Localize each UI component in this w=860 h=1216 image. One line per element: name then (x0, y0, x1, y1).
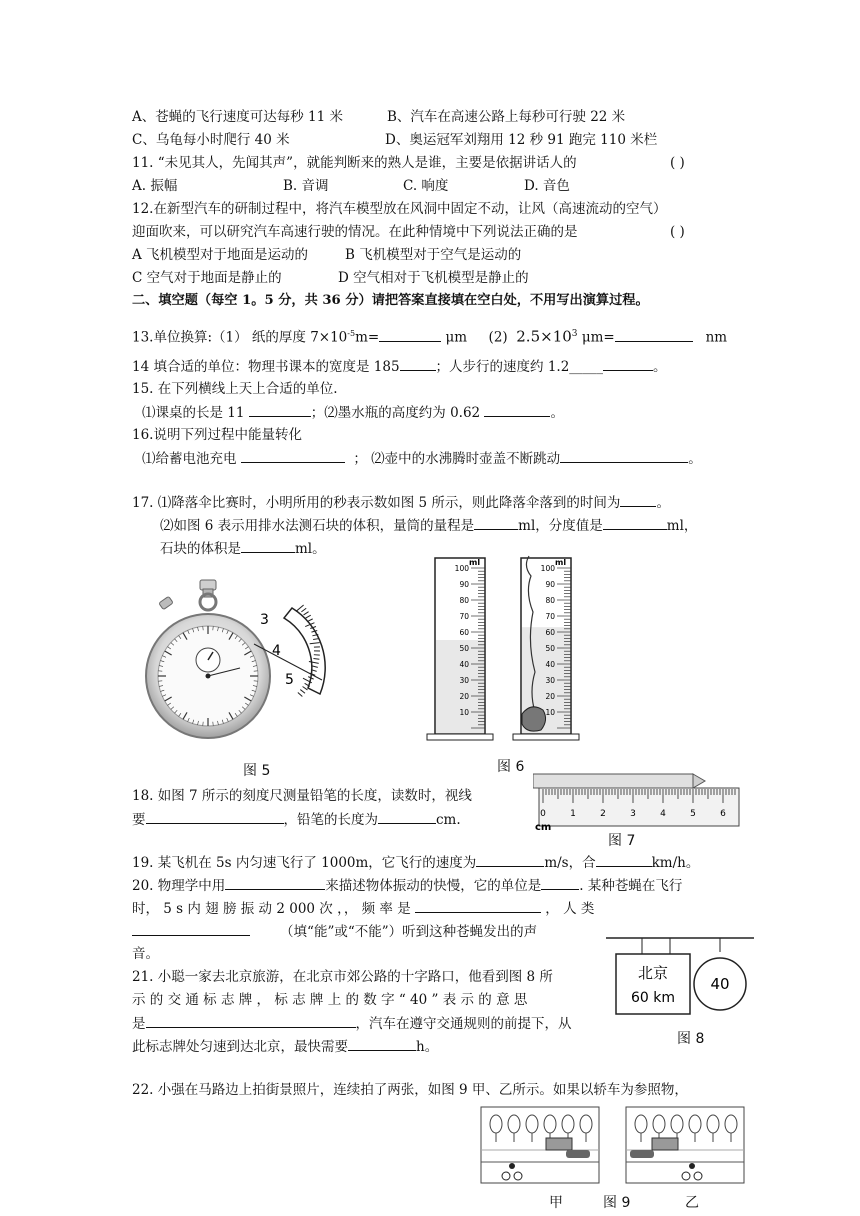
q15-part2: ；⑵墨水瓶的高度约为 0.62 (310, 405, 481, 421)
magnified-tick (306, 615, 311, 618)
q16-text: 16.说明下列过程中能量转化 (132, 427, 302, 443)
q13-line (132, 324, 727, 348)
cylinder-right (513, 556, 579, 740)
ruler-number: 6 (720, 809, 726, 819)
figure-9-jia-label: 甲 (549, 1195, 563, 1211)
q21-text-4: h。 (416, 1039, 439, 1055)
q19-text-2: m/s，合 (544, 855, 596, 871)
q16-end: 。 (688, 451, 702, 467)
q18-text-3: cm. (436, 812, 461, 828)
magnified-tick (303, 687, 308, 690)
tree (526, 1115, 538, 1133)
q15-blank-2[interactable] (484, 402, 550, 417)
cylinder-left (427, 558, 493, 740)
q21-blank-2[interactable] (348, 1036, 416, 1051)
ruler-number: 1 (570, 809, 576, 819)
q21-line3 (132, 1013, 572, 1034)
ruler-unit: cm (535, 822, 552, 830)
figure-6-caption: 图 6 (497, 759, 525, 775)
q11-answer-paren: ( ) (670, 155, 685, 171)
tree (490, 1115, 502, 1133)
q13-unit-2: nm (705, 329, 728, 346)
cylinder-tick-label: 60 (545, 628, 555, 637)
magnified-scale-4: 4 (272, 643, 281, 659)
q20-line2 (132, 898, 594, 919)
q17-text-6: ml。 (295, 541, 326, 557)
q14-blank-2[interactable] (603, 356, 653, 371)
magnified-tick (304, 612, 309, 615)
q17-blank-1[interactable] (620, 492, 656, 507)
truck (652, 1138, 678, 1150)
q21-text-3: 此标志牌处匀速到达北京，最快需要 (132, 1039, 348, 1055)
cylinder-tick-label: 50 (459, 644, 469, 653)
q19-line (132, 852, 699, 873)
q12-line2: 迎面吹来，可以研究汽车高速行驶的情况。在此种情境中下列说法正确的是 (132, 224, 578, 240)
q14-text: 14 填合适的单位：物理书课本的宽度是 185 (132, 359, 400, 375)
cylinder-tick-label: 40 (459, 660, 469, 669)
q12-option-a: A 飞机模型对于地面是运动的 (132, 247, 309, 263)
q19-text-1: 19. 某飞机在 5s 内匀速飞行了 1000m，它飞行的速度为 (132, 855, 477, 871)
truck (546, 1138, 572, 1150)
q13-blank-1[interactable] (379, 327, 441, 342)
cylinder-tick-label: 90 (459, 580, 469, 589)
road-sign-figure (606, 930, 756, 1020)
figure-8-caption: 图 8 (677, 1031, 705, 1047)
ruler-number: 4 (660, 809, 666, 819)
q13-blank-2[interactable] (615, 327, 693, 342)
car (630, 1150, 654, 1158)
pencil (533, 774, 705, 788)
car (566, 1150, 590, 1158)
q20-text-1: 20. 物理学中用 (132, 878, 226, 894)
q21-line4 (132, 1036, 438, 1057)
cylinder-tick-label: 80 (459, 596, 469, 605)
q15-end: 。 (550, 405, 564, 421)
q17-text-1: 17. ⑴降落伞比赛时，小明所用的秒表示数如图 5 所示，则此降落伞落到的时间为 (132, 495, 621, 511)
cylinder-tick-label: 60 (459, 628, 469, 637)
tree (671, 1115, 683, 1133)
cylinder-tick-label: 100 (454, 564, 469, 573)
q21-line1: 21. 小聪一家去北京旅游，在北京市郊公路的十字路口，他看到图 8 所 (132, 969, 553, 985)
q18-line1: 18. 如图 7 所示的刻度尺测量铅笔的长度，读数时，视线 (132, 788, 472, 804)
sign-distance: 60 km (630, 990, 676, 1006)
q17-text-3: ml，分度值是 (518, 518, 603, 534)
magnified-tick (301, 608, 306, 612)
q13-text: 13.单位换算:（1） 纸的厚度 7×10 (132, 329, 348, 346)
q11-option-b: B. 音调 (283, 178, 329, 194)
cylinder-right-unit: ml (555, 558, 567, 567)
magnified-scale-3: 3 (260, 612, 269, 628)
q14-line (132, 356, 667, 377)
q17-line2 (160, 515, 697, 536)
q12-option-b: B 飞机模型对于空气是运动的 (345, 247, 522, 263)
sign-speed-limit: 40 (710, 975, 730, 993)
magnified-tick (298, 692, 302, 696)
q14-text-2: ；人步行的速度约 1.2_____ (435, 359, 604, 375)
figure-7-caption: 图 7 (608, 833, 636, 849)
q17-text-5: 石块的体积是 (160, 541, 241, 557)
q17-end-1: 。 (656, 495, 670, 511)
q20-text-4: 时， 5 s 内 翅 膀 振 动 2 000 次 ，， 频 率 是 (132, 901, 411, 917)
q12-option-c: C 空气对于地面是静止的 (132, 270, 282, 286)
q19-text-3: km/h。 (651, 855, 700, 871)
magnified-scale-5: 5 (285, 672, 294, 688)
cylinder-tick-label: 20 (459, 692, 469, 701)
q17-blank-4[interactable] (241, 538, 295, 553)
stopwatch-figure (142, 576, 342, 756)
q14-end: 。 (653, 359, 667, 375)
q16-part2: ； ⑵壶中的水沸腾时壶盖不断跳动 (353, 451, 561, 467)
q13-math: 2.5×10 (516, 327, 572, 346)
cylinder-left-unit: ml (469, 558, 481, 567)
q11-option-c: C. 响度 (403, 178, 449, 194)
q16-blank-2[interactable] (560, 448, 688, 463)
q16-blank-1[interactable] (241, 448, 345, 463)
q13-part2-label: (2) (488, 329, 508, 346)
q21-text-2: ，汽车在遵守交通规则的前提下，从 (355, 1016, 572, 1032)
tree (562, 1115, 574, 1133)
tree (635, 1115, 647, 1133)
q13-text-3: μm= (581, 329, 615, 346)
q12-answer-paren: ( ) (670, 224, 685, 240)
q20-blank-3[interactable] (415, 898, 541, 913)
q14-blank-1[interactable] (400, 356, 436, 371)
q20-line4: 音。 (132, 946, 159, 962)
tree (707, 1115, 719, 1133)
section-2-heading: 二、填空题（每空 1。5 分，共 36 分）请把答案直接填在空白处，不用写出演算过程。 (132, 293, 649, 308)
option-d: D、奥运冠军刘翔用 12 秒 91 跑完 110 米栏 (385, 132, 658, 148)
q18-line2 (132, 809, 461, 830)
q19-blank-1[interactable] (476, 852, 544, 867)
q20-line3 (132, 921, 537, 942)
q13-math-exponent: 3 (571, 329, 578, 339)
q20-line1 (132, 875, 682, 896)
q13-unit-1: μm (445, 329, 468, 346)
q11-text: 11. “未见其人，先闻其声”，就能判断来的熟人是谁，主要是依据讲话人的 (132, 155, 577, 171)
magnified-tick (307, 619, 312, 622)
tree (544, 1115, 556, 1133)
q18-blank-2[interactable] (378, 809, 436, 824)
q18-text-2: ，铅笔的长度为 (283, 812, 378, 828)
cylinder-tick-label: 90 (545, 580, 555, 589)
street-photos-figure (480, 1106, 746, 1186)
q19-blank-2[interactable] (596, 852, 652, 867)
tree (725, 1115, 737, 1133)
photo-yi (626, 1107, 744, 1183)
ruler-number: 3 (630, 809, 636, 819)
figure-9-yi-label: 乙 (685, 1195, 699, 1211)
tree (508, 1115, 520, 1133)
q16-part1: ⑴给蓄电池充电 (142, 451, 237, 467)
q15-line (142, 402, 564, 423)
q15-text: 15. 在下列横线上天上合适的单位. (132, 381, 338, 397)
q21-line2: 示 的 交 通 标 志 牌 ， 标 志 牌 上 的 数 字 “ 40 ” 表 示 的 意 思 (132, 992, 528, 1008)
ruler-number: 5 (690, 809, 696, 819)
q20-text-6: （填“能”或“不能”）听到这种苍蝇发出的声 (280, 924, 538, 940)
ruler-number: 0 (540, 809, 546, 819)
sign-city: 北京 (637, 964, 669, 982)
q20-text-2: 来描述物体振动的快慢，它的单位是 (325, 878, 542, 894)
q20-text-3: . 某种苍蝇在飞行 (579, 878, 683, 894)
cylinder-tick-label: 70 (459, 612, 469, 621)
q21-blank-1[interactable] (146, 1013, 356, 1028)
q18-blank-1[interactable] (146, 809, 284, 824)
stone (522, 707, 546, 731)
q13-exponent: -5 (347, 329, 356, 338)
option-b: B、汽车在高速公路上每秒可行驶 22 米 (387, 109, 626, 125)
option-a: A、苍蝇的飞行速度可达每秒 11 米 (132, 109, 344, 125)
q17-line1 (132, 492, 670, 513)
cylinder-tick-label: 80 (545, 596, 555, 605)
q20-blank-1[interactable] (225, 875, 325, 890)
tree (580, 1115, 592, 1133)
q17-line3 (160, 538, 326, 559)
q12-line1: 12.在新型汽车的研制过程中，将汽车模型放在风洞中固定不动，让风（高速流动的空气） (132, 201, 667, 217)
q15-part1: ⑴课桌的长是 11 (142, 405, 245, 421)
q17-blank-3[interactable] (603, 515, 667, 530)
q17-text-2: ⑵如图 6 表示用排水法测石块的体积，量筒的量程是 (160, 518, 475, 534)
q18-text-1: 要 (132, 812, 146, 828)
cylinder-tick-label: 50 (545, 644, 555, 653)
q12-option-d: D 空气相对于飞机模型是静止的 (338, 270, 529, 286)
ruler-number: 2 (600, 809, 606, 819)
q17-blank-2[interactable] (474, 515, 518, 530)
q20-text-5: ， 人 类 (545, 901, 595, 917)
cylinder-tick-label: 30 (545, 676, 555, 685)
stopwatch-center (206, 674, 211, 679)
cylinder-tick-label: 10 (545, 708, 555, 717)
ruler-figure (533, 768, 743, 830)
q11-option-d: D. 音色 (524, 178, 570, 194)
q16-line (142, 448, 702, 469)
photo-jia (481, 1107, 599, 1183)
figure-5-caption: 图 5 (243, 763, 271, 779)
q22-text: 22. 小强在马路边上拍街景照片，连续拍了两张，如图 9 甲、乙所示。如果以轿车为参照物， (132, 1082, 688, 1098)
tree (689, 1115, 701, 1133)
cylinder-tick-label: 40 (545, 660, 555, 669)
stopwatch-side-button (159, 596, 173, 609)
magnified-tick (300, 690, 305, 694)
option-c: C、乌龟每小时爬行 40 米 (132, 132, 290, 148)
graduated-cylinders-figure (425, 552, 585, 752)
cylinder-tick-label: 20 (545, 692, 555, 701)
q15-blank-1[interactable] (249, 402, 311, 417)
tree (653, 1115, 665, 1133)
cylinder-tick-label: 10 (459, 708, 469, 717)
cylinder-left-water (436, 640, 484, 733)
cylinder-tick-label: 70 (545, 612, 555, 621)
q11-option-a: A. 振幅 (132, 178, 178, 194)
q13-text-2: m= (355, 329, 380, 346)
q20-blank-4[interactable] (132, 921, 250, 936)
q17-text-4: ml， (666, 518, 698, 534)
cylinder-tick-label: 30 (459, 676, 469, 685)
figure-9-caption: 图 9 (603, 1195, 631, 1211)
cylinder-tick-label: 100 (540, 564, 555, 573)
q21-text-1: 是 (132, 1016, 146, 1032)
q20-blank-2[interactable] (541, 875, 579, 890)
